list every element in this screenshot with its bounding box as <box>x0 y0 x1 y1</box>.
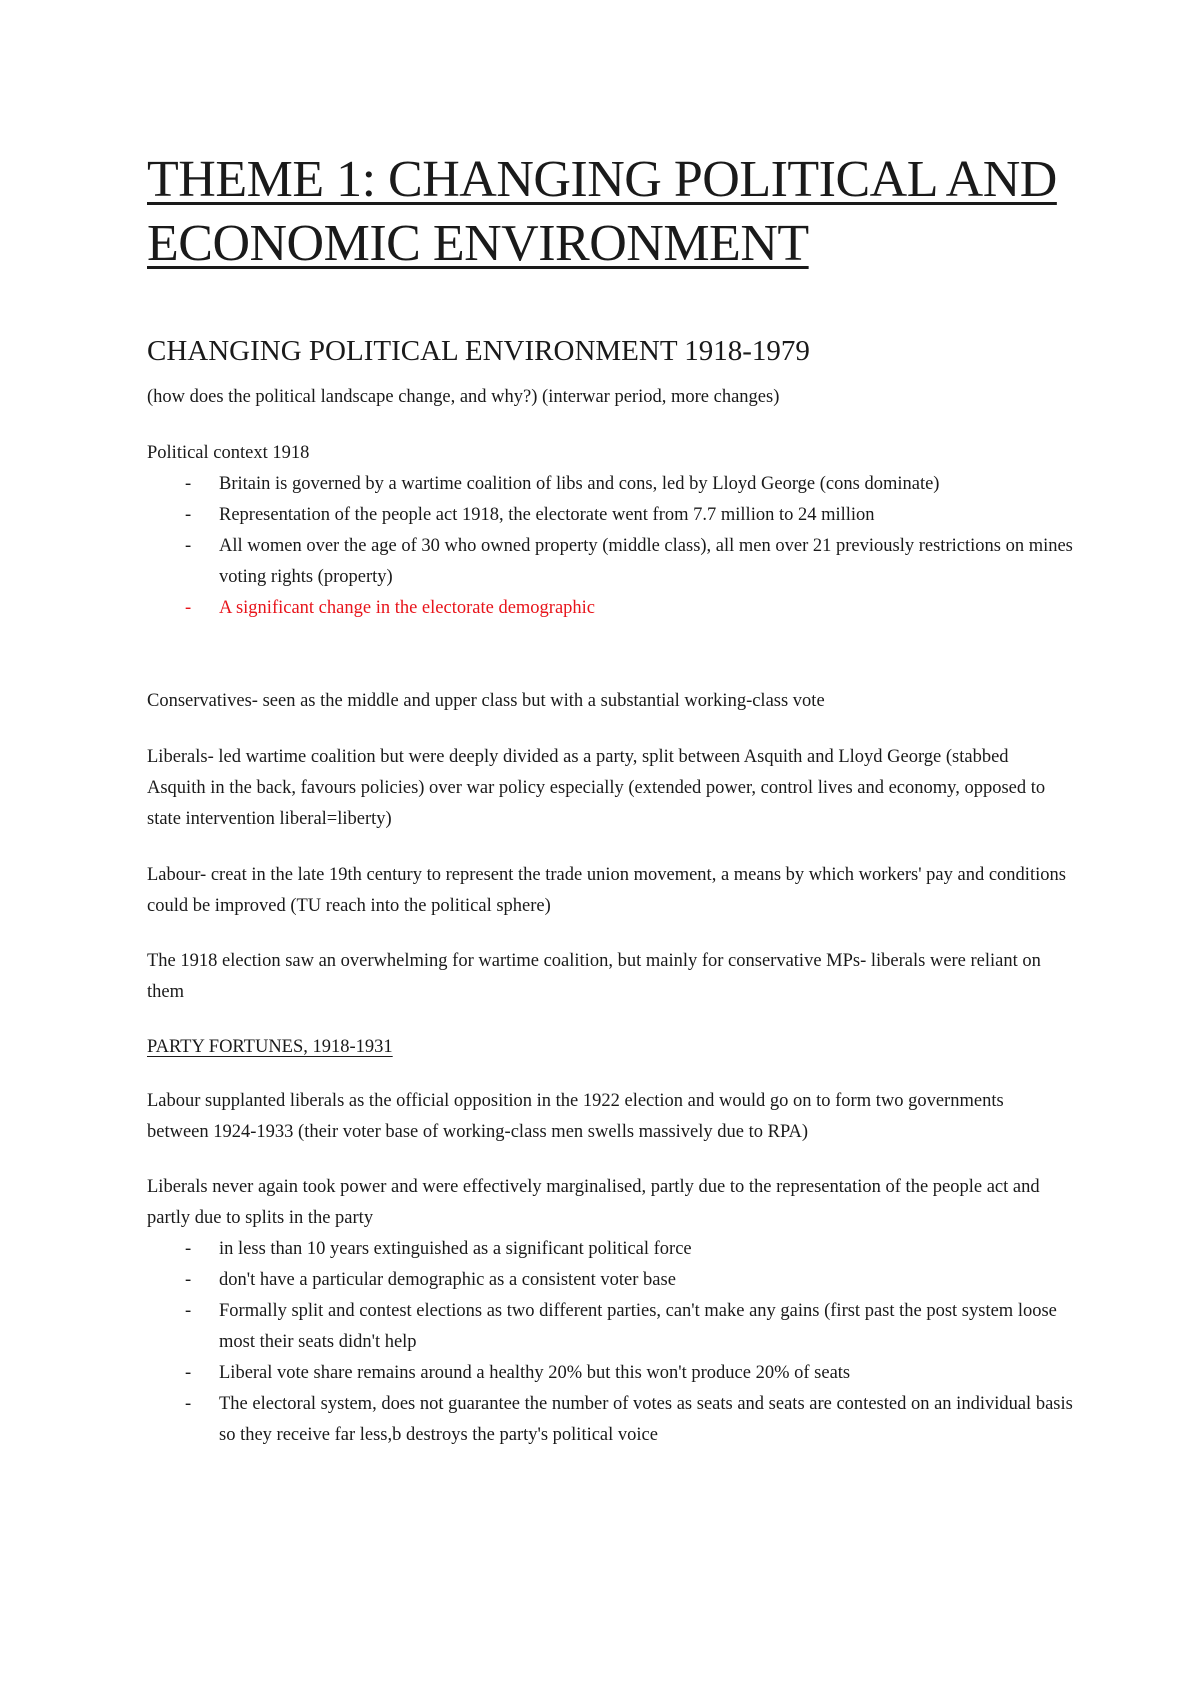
intro-text: (how does the political landscape change, and why?) (interwar period, more changes) <box>147 387 780 407</box>
list-item-text: Britain is governed by a wartime coalition of libs and cons, led by Lloyd George (cons dominate) <box>219 474 940 494</box>
section-subtitle: CHANGING POLITICAL ENVIRONMENT 1918-1979 <box>147 335 810 367</box>
list-item-text: in less than 10 years extinguished as a significant political force <box>219 1239 692 1259</box>
election-1918-paragraph: The 1918 election saw an overwhelming for wartime coalition, but mainly for conservative MPs- liberals were reliant on them <box>147 951 1041 1002</box>
bullet-dash: - <box>185 1239 192 1259</box>
list-item-text: Representation of the people act 1918, the electorate went from 7.7 million to 24 million <box>219 505 875 525</box>
conservatives-paragraph: Conservatives- seen as the middle and upper class but with a substantial working-class vote <box>147 691 825 711</box>
bullet-dash: - <box>185 598 192 618</box>
list-item <box>147 500 1087 531</box>
list-item-text: A significant change in the electorate demographic <box>219 598 596 618</box>
list-item-highlighted <box>147 593 1087 624</box>
party-fortunes-heading: PARTY FORTUNES, 1918-1931 <box>147 1037 393 1057</box>
list-item-text: The electoral system, does not guarantee the number of votes as seats and seats are contested on an individual basis so they receive far less,b destroys the party's political voice <box>219 1394 1073 1445</box>
political-context-heading: Political context 1918 <box>147 443 310 463</box>
list-item <box>147 1358 1087 1389</box>
bullet-dash: - <box>185 536 192 556</box>
party-fortunes-list <box>147 1234 1087 1451</box>
bullet-dash: - <box>185 1394 192 1414</box>
bullet-dash: - <box>185 1270 192 1290</box>
liberals-paragraph: Liberals- led wartime coalition but were deeply divided as a party, split between Asquith and Lloyd George (stabbed Asquith in the back, favours policies) over war policy especially (extended power, control lives and economy, opposed to state intervention liberal=liberty) <box>147 747 1046 829</box>
bullet-dash: - <box>185 474 192 494</box>
labour-fortunes-paragraph: Labour supplanted liberals as the official opposition in the 1922 election and would go on to form two governments between 1924-1933 (their voter base of working-class men swells massively due to RPA) <box>147 1091 1004 1142</box>
list-item <box>147 531 1087 593</box>
liberals-fortunes-paragraph: Liberals never again took power and were effectively marginalised, partly due to the representation of the people act and partly due to splits in the party <box>147 1177 1040 1228</box>
list-item <box>147 1389 1087 1451</box>
list-item-text: Liberal vote share remains around a healthy 20% but this won't produce 20% of seats <box>219 1363 851 1383</box>
document-title: THEME 1: CHANGING POLITICAL AND ECONOMIC ENVIRONMENT <box>147 151 1057 272</box>
labour-paragraph: Labour- creat in the late 19th century to represent the trade union movement, a means by which workers' pay and conditions could be improved (TU reach into the political sphere) <box>147 865 1066 916</box>
list-item <box>147 1265 1087 1296</box>
list-item-text: All women over the age of 30 who owned property (middle class), all men over 21 previously restrictions on mines voting rights (property) <box>219 536 1073 587</box>
bullet-dash: - <box>185 1363 192 1383</box>
list-item <box>147 1234 1087 1265</box>
list-item-text: don't have a particular demographic as a consistent voter base <box>219 1270 676 1290</box>
list-item <box>147 1296 1087 1358</box>
political-context-list <box>147 469 1087 624</box>
bullet-dash: - <box>185 505 192 525</box>
bullet-dash: - <box>185 1301 192 1321</box>
list-item-text: Formally split and contest elections as two different parties, can't make any gains (first past the post system loose most their seats didn't help <box>219 1301 1057 1352</box>
list-item <box>147 469 1087 500</box>
